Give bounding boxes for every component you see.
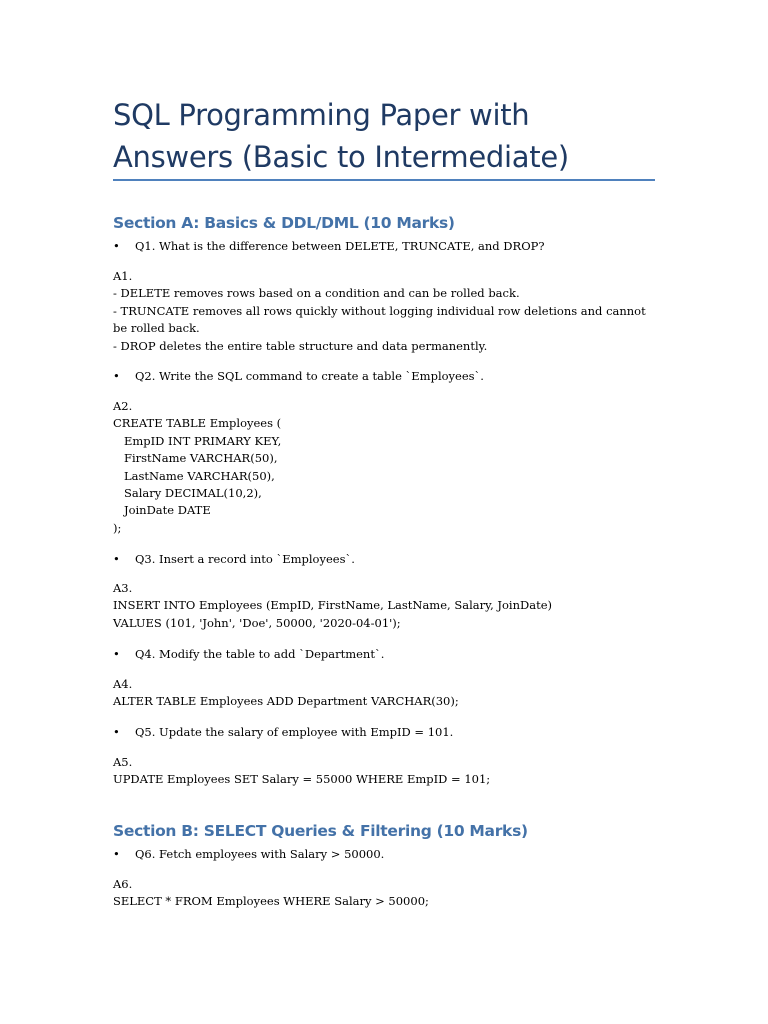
answer-text: A2. CREATE TABLE Employees ( EmpID INT PRIMARY KEY, FirstName VARCHAR(50), LastName VARCHAR(50), Salary DECIMAL(10,2), JoinDate DATE ); [113, 399, 282, 535]
bullet-icon: • [113, 725, 120, 739]
question-text: Q6. Fetch employees with Salary > 50000. [135, 847, 385, 861]
bullet-icon: • [113, 847, 120, 861]
answer-text: A3. INSERT INTO Employees (EmpID, FirstName, LastName, Salary, JoinDate) VALUES (101, 'John', 'Doe', 50000, '2020-04-01'); [113, 581, 552, 630]
answer-text: A4. ALTER TABLE Employees ADD Department VARCHAR(30); [113, 677, 459, 709]
bullet-icon: • [113, 239, 120, 253]
document-title: SQL Programming Paper with Answers (Basic to Intermediate) [113, 98, 569, 174]
answer-text: A5. UPDATE Employees SET Salary = 55000 WHERE EmpID = 101; [113, 755, 491, 787]
bullet-icon: • [113, 552, 120, 566]
question-text: Q2. Write the SQL command to create a table `Employees`. [135, 369, 484, 383]
question-text: Q5. Update the salary of employee with EmpID = 101. [135, 725, 454, 739]
answer-text: A6. SELECT * FROM Employees WHERE Salary > 50000; [113, 877, 429, 909]
section-a-heading: Section A: Basics & DDL/DML (10 Marks) [113, 214, 455, 232]
bullet-icon: • [113, 369, 120, 383]
question-text: Q3. Insert a record into `Employees`. [135, 552, 355, 566]
bullet-icon: • [113, 647, 120, 661]
section-b-heading: Section B: SELECT Queries & Filtering (10 Marks) [113, 822, 528, 840]
question-text: Q1. What is the difference between DELETE, TRUNCATE, and DROP? [135, 239, 545, 253]
title-underline [113, 179, 655, 181]
question-text: Q4. Modify the table to add `Department`. [135, 647, 385, 661]
answer-text: A1. - DELETE removes rows based on a condition and can be rolled back. - TRUNCATE removes all rows quickly without logging individual row deletions and cannot be rolled back. - DROP deletes the entire table structure and data permanently. [113, 269, 646, 353]
